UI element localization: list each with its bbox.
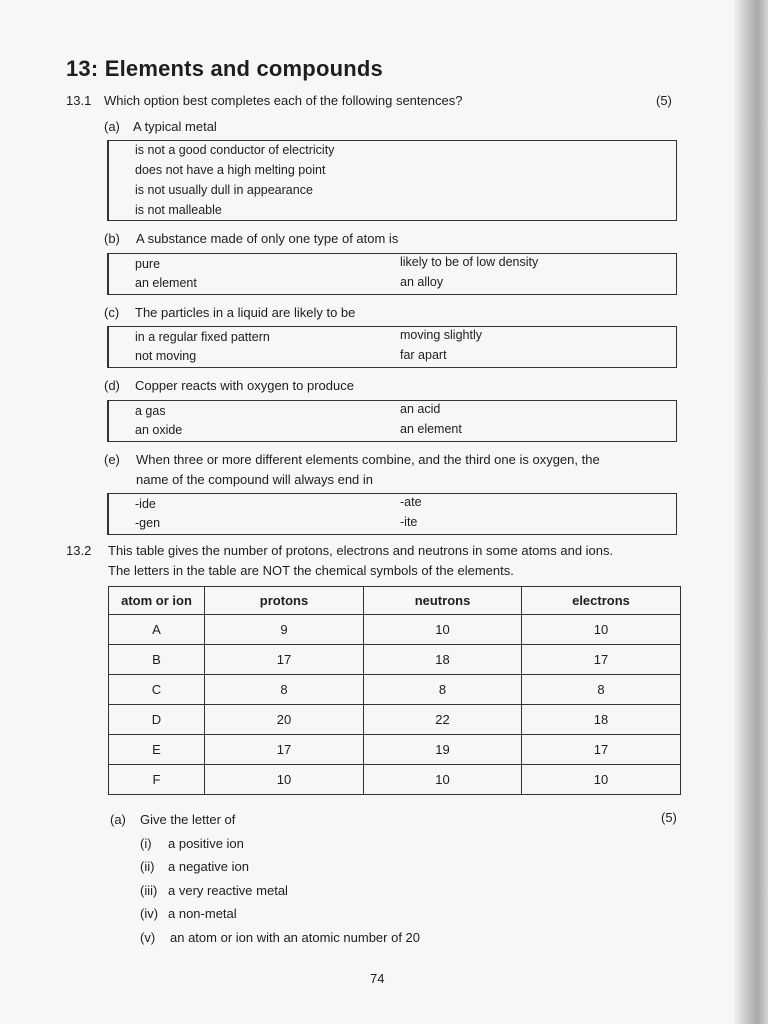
table-row <box>109 675 681 705</box>
option: an oxide <box>135 423 183 437</box>
subpart-text: a non-metal <box>168 906 237 921</box>
option: not moving <box>135 349 197 363</box>
part-stem: The particles in a liquid are likely to be <box>135 305 356 320</box>
part-stem: Copper reacts with oxygen to produce <box>135 378 354 393</box>
table-cell: 10 <box>205 765 364 795</box>
table-cell: 10 <box>364 765 522 795</box>
part-stem: Give the letter of <box>140 812 236 827</box>
table-row <box>109 735 681 765</box>
option: does not have a high melting point <box>135 163 326 177</box>
question-text: Which option best completes each of the following sentences? <box>104 93 463 108</box>
table-header: electrons <box>522 587 681 615</box>
option: an element <box>135 276 197 290</box>
table-cell: 22 <box>364 705 522 735</box>
option: an acid <box>400 402 441 416</box>
subpart-label: (ii) <box>140 859 155 874</box>
part-label: (e) <box>104 452 120 467</box>
table-cell: 17 <box>522 645 681 675</box>
marks-label: (5) <box>661 810 677 825</box>
table-cell: A <box>109 615 205 645</box>
option: a gas <box>135 404 166 418</box>
part-label: (b) <box>104 231 120 246</box>
page-title: 13: Elements and compounds <box>66 56 383 81</box>
subpart-text: a negative ion <box>168 859 249 874</box>
question-text: This table gives the number of protons, electrons and neutrons in some atoms and ions. <box>108 543 614 558</box>
marks-label: (5) <box>656 93 672 108</box>
part-label: (d) <box>104 378 120 393</box>
table-header: atom or ion <box>109 587 205 615</box>
option: in a regular fixed pattern <box>135 330 270 344</box>
option: far apart <box>400 348 447 362</box>
option: pure <box>135 257 161 271</box>
part-stem: name of the compound will always end in <box>136 472 374 487</box>
options-box <box>107 400 677 442</box>
table-cell: 8 <box>205 675 364 705</box>
question-text: The letters in the table are NOT the chemical symbols of the elements. <box>108 563 514 578</box>
table-cell: 19 <box>364 735 522 765</box>
option: likely to be of low density <box>400 255 539 269</box>
table-cell: 10 <box>364 615 522 645</box>
table-header-row <box>109 587 681 615</box>
options-box <box>107 493 677 535</box>
option: -ate <box>400 495 422 509</box>
table-cell: 10 <box>522 765 681 795</box>
option: -ite <box>400 515 418 529</box>
option: an element <box>400 422 462 436</box>
part-label: (c) <box>104 305 120 320</box>
option: moving slightly <box>400 328 482 342</box>
table-header: neutrons <box>364 587 522 615</box>
subpart-label: (v) <box>140 930 156 945</box>
table-cell: 17 <box>205 645 364 675</box>
table-row <box>109 615 681 645</box>
subpart-label: (iii) <box>140 883 158 898</box>
table-cell: 17 <box>522 735 681 765</box>
page-edge-shadow <box>734 0 768 1024</box>
table-header: protons <box>205 587 364 615</box>
part-stem: A typical metal <box>133 119 217 134</box>
options-box <box>107 326 677 368</box>
question-number: 13.2 <box>66 543 92 558</box>
table-cell: 17 <box>205 735 364 765</box>
subpart-label: (iv) <box>140 906 159 921</box>
part-stem: When three or more different elements combine, and the third one is oxygen, the <box>136 452 600 467</box>
option: is not a good conductor of electricity <box>135 143 335 157</box>
particle-table <box>108 586 681 795</box>
subpart-label: (i) <box>140 836 152 851</box>
options-box <box>107 253 677 295</box>
table-cell: 10 <box>522 615 681 645</box>
option: is not malleable <box>135 203 222 217</box>
subpart-text: a very reactive metal <box>168 883 288 898</box>
option: is not usually dull in appearance <box>135 183 313 197</box>
table-cell: B <box>109 645 205 675</box>
option: -gen <box>135 516 161 530</box>
table-cell: 8 <box>364 675 522 705</box>
part-label: (a) <box>110 812 126 827</box>
question-number: 13.1 <box>66 93 92 108</box>
table-cell: D <box>109 705 205 735</box>
subpart-text: an atom or ion with an atomic number of 20 <box>170 930 421 945</box>
options-box <box>107 140 677 221</box>
table-row <box>109 645 681 675</box>
table-cell: 8 <box>522 675 681 705</box>
part-label: (a) <box>104 119 120 134</box>
page-number: 74 <box>370 971 385 986</box>
table-cell: 18 <box>364 645 522 675</box>
table-cell: 20 <box>205 705 364 735</box>
table-cell: C <box>109 675 205 705</box>
table-row <box>109 705 681 735</box>
subpart-text: a positive ion <box>168 836 244 851</box>
table-cell: F <box>109 765 205 795</box>
table-cell: 18 <box>522 705 681 735</box>
table-cell: 9 <box>205 615 364 645</box>
part-stem: A substance made of only one type of atom is <box>136 231 399 246</box>
table-row <box>109 765 681 795</box>
option: an alloy <box>400 275 444 289</box>
option: -ide <box>135 497 156 511</box>
table-cell: E <box>109 735 205 765</box>
